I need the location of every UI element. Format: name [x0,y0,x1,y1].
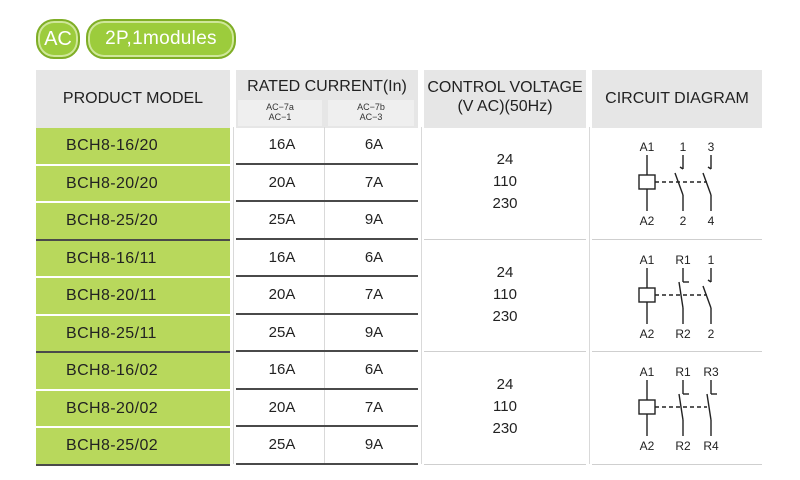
coil-terminal-bottom: A2 [639,214,655,228]
voltage-value: 110 [493,285,517,303]
coil-terminal-top: A1 [639,140,655,154]
ac7b-value: 7A [364,173,384,191]
contact-1-top: 1 [679,140,687,154]
contact-1-top: R1 [675,365,691,379]
row-rule [36,464,230,466]
ac1-label: AC−1 [268,112,292,122]
ac7a-value: 16A [268,361,296,378]
contact-1-bottom: 2 [679,214,687,228]
model-cell: BCH8-16/20 [36,128,230,164]
ac7b-label: AC−7b [357,102,385,112]
group-rule [424,464,586,465]
rated-current-label: RATED CURRENT(In) [247,78,407,95]
column-divider [589,127,590,464]
voltage-value: 230 [492,420,518,437]
ac7b-value: 6A [364,248,384,266]
group-rule [424,239,586,240]
voltage-value: 24 [496,263,514,281]
contact-1-top: R1 [675,252,691,267]
header-control-voltage [424,70,586,128]
ac7a-value: 16A [268,136,296,153]
group-rule [592,464,762,465]
ac7b-value: 9A [364,323,384,341]
model-cell: BCH8-16/02 [36,353,230,389]
header-circuit-diagram [592,70,762,128]
voltage-list [424,149,586,215]
coil-terminal-bottom: A2 [639,439,655,453]
model-cell: BCH8-25/11 [36,316,230,352]
ac7a-value: 16A [268,248,296,266]
ac7b-value: 6A [364,361,384,378]
modules-badge: 2P,1modules [86,19,236,59]
ac7b-subheader [328,100,414,126]
model-cell: BCH8-20/11 [36,278,230,314]
ac7b-value: 6A [364,136,384,153]
voltage-value: 110 [493,398,517,415]
circuit-diagram [625,364,745,454]
ac7a-subheader [238,100,322,126]
voltage-value: 24 [496,376,514,393]
ac7a-value: 20A [268,286,296,303]
model-cell: BCH8-25/02 [36,428,230,464]
contact-1-bottom: R2 [675,326,691,341]
product-model-label: PRODUCT MODEL [62,90,204,107]
contact-2-top: R3 [703,365,719,379]
ac7a-value: 25A [268,323,296,341]
ac7a-value: 20A [268,173,296,191]
row-rule [236,463,418,465]
contact-2-bottom: 2 [707,326,715,341]
column-divider [421,127,422,464]
ac7b-value: 7A [364,398,384,416]
contact-2-bottom: R4 [703,439,719,453]
ac7a-value: 25A [268,436,296,453]
contact-2-top: 3 [707,140,715,154]
ac7b-value: 9A [364,211,384,228]
coil-terminal-bottom: A2 [639,326,655,341]
ac-badge: AC [36,19,80,59]
voltage-list [424,374,586,440]
coil-terminal-top: A1 [639,252,655,267]
voltage-list [424,262,586,328]
control-voltage-unit-label: (V AC)(50Hz) [457,98,553,115]
header-product-model [36,70,230,128]
contact-2-bottom: 4 [707,214,715,228]
column-divider [233,127,234,464]
group-rule [592,351,762,352]
contact-1-bottom: R2 [675,439,691,453]
ac7a-value: 20A [268,398,296,416]
model-cell: BCH8-20/20 [36,166,230,202]
contact-2-top: 1 [707,252,715,267]
group-rule [424,351,586,352]
voltage-value: 110 [493,173,517,190]
model-cell: BCH8-16/11 [36,241,230,277]
control-voltage-label: CONTROL VOLTAGE [427,79,583,96]
ac3-label: AC−3 [359,112,383,122]
model-cell: BCH8-25/20 [36,203,230,239]
voltage-value: 230 [492,195,518,212]
ac7b-value: 9A [364,436,384,453]
ac7b-value: 7A [364,286,384,303]
voltage-value: 24 [496,151,514,168]
ac7a-label: AC−7a [266,102,294,112]
ac7a-value: 25A [268,211,296,228]
circuit-diagram-label: CIRCUIT DIAGRAM [605,90,749,107]
model-cell: BCH8-20/02 [36,391,230,427]
circuit-diagram [625,252,745,342]
circuit-diagram [625,139,745,229]
voltage-value: 230 [492,307,518,325]
coil-terminal-top: A1 [639,365,655,379]
group-rule [592,239,762,240]
